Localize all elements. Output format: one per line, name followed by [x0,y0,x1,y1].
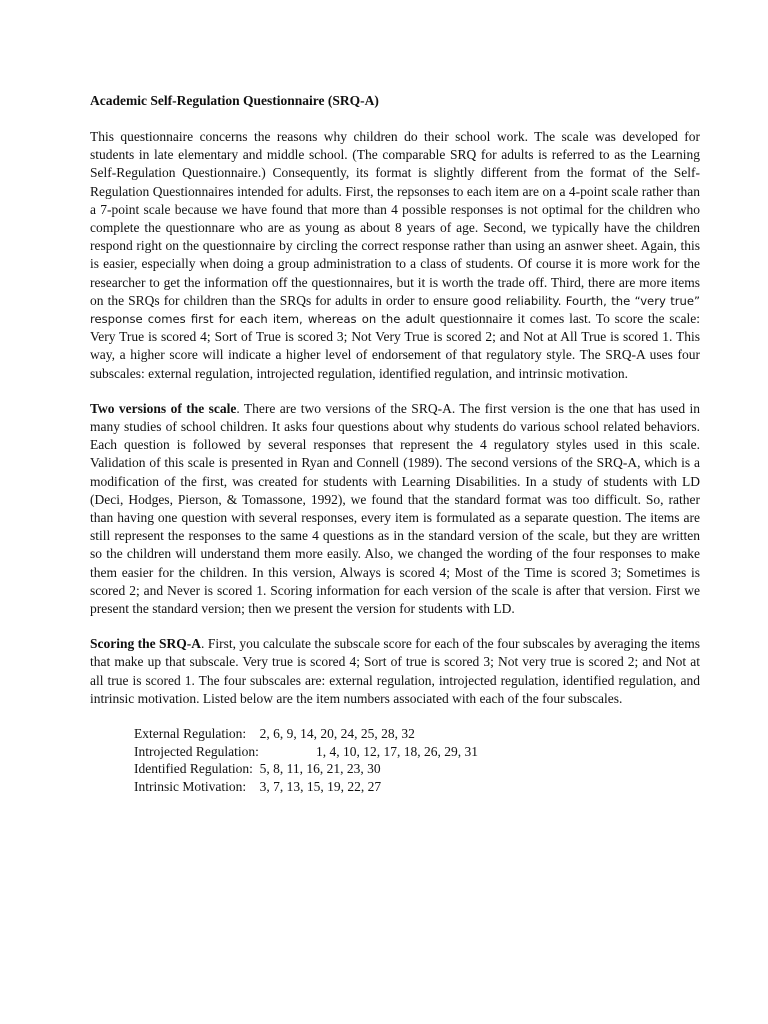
versions-paragraph [90,400,700,618]
subscale-label: External Regulation: [134,726,247,742]
subscale-row-identified [134,760,700,778]
subscale-row-external [134,725,700,743]
intro-text-part1: This questionnaire concerns the reasons why children do their school work. The scale was developed for students in late elementary and middle school. (The comparable SRQ for adults is referred to as the Learning Self-Regulation Questionnaire.) Consequently, its format is slightly different from the format of the Self-Regulation Questionnaires intended for adults. First, the repsonses to each item are on a 4-point scale rather than a 7-point scale because we have found that more than 4 possible responses is not optimal for the children who complete the questionnare who are as young as about 8 years of age. Second, we typically have the children respond right on the questionnaire by circling the correct response rather than using an asnwer sheet. Again, this is easier, especially when doing a group administration to a class of students. Of course it is more work for the researcher to get the information off the questionnaires, but it is worth the trade off. Third, there are more items on the SRQs for children than the SRQs for adults in order to ensure [90,129,700,308]
subscale-items: 5, 8, 11, 16, 21, 23, 30 [259,761,381,777]
intro-text-part3: questionnaire it comes last. To score the scale: Very True is scored 4; Sort of True is scored 3; Not Very True is scored 2; and Not at All True is scored 1. This way, a higher score will indicate a higher level of endorsement of that regulatory style. The SRQ-A uses four subscales: external regulation, introjected regulation, identified regulation, and intrinsic motivation. [90,311,701,381]
subscale-list [134,725,700,795]
scoring-paragraph [90,635,700,708]
scoring-text: . First, you calculate the subscale score for each of the four subscales by averaging the items that make up that subscale. Very true is scored 4; Sort of true is scored 3; Not very true is scored 2; and Not at all true is scored 1. The four subscales are: external regulation, introjected regulation, identified regulation, and intrinsic motivation. Listed below are the item numbers associated with each of the four subscales. [90,636,700,706]
document-page [90,92,700,795]
scoring-heading: Scoring the SRQ-A [90,636,202,652]
subscale-items: 3, 7, 13, 15, 19, 22, 27 [259,778,382,794]
document-title: Academic Self-Regulation Questionnaire (SRQ-A) [90,93,379,108]
subscale-label: Intrinsic Motivation: [134,778,247,794]
versions-text: . There are two versions of the SRQ-A. The first version is the one that has used in many studies of school children. It asks four questions about why students do various school related behaviors. Each question is followed by several responses that represent the 4 regulatory styles used in this scale. Validation of this scale is presented in Ryan and Connell (1989). The second versions of the SRQ-A, which is a modification of the first, was created for students with Learning Disabilities. In a study of students with LD (Deci, Hodges, Pierson, & Tomassone, 1992), we found that the standard format was too difficult. So, rather than having one question with several responses, every item is formulated as a separate question. The items are still represent the responses to the same 4 questions as in the standard version of the scale, but they are written so the children will understand them more easily. Also, we changed the wording of the four responses to make them easier for the children. In this version, Always is scored 4; Most of the Time is scored 3; Sometimes is scored 2; and Never is scored 1. Scoring information for each version of the scale is after that version. First we present the standard version; then we present the version for students with LD. [90,400,700,617]
subscale-label: Identified Regulation: [134,761,253,777]
subscale-row-intrinsic [134,778,700,796]
intro-text-part2: good reliability. Fourth, the “very true” response comes first for each item, whereas on the adult [90,293,701,327]
subscale-items: 2, 6, 9, 14, 20, 24, 25, 28, 32 [259,726,415,742]
subscale-items: 1, 4, 10, 12, 17, 18, 26, 29, 31 [316,743,478,759]
intro-paragraph [90,128,700,383]
subscale-label: Introjected Regulation: [134,743,259,759]
subscale-row-introjected [134,743,700,761]
versions-heading: Two versions of the scale [90,400,237,416]
